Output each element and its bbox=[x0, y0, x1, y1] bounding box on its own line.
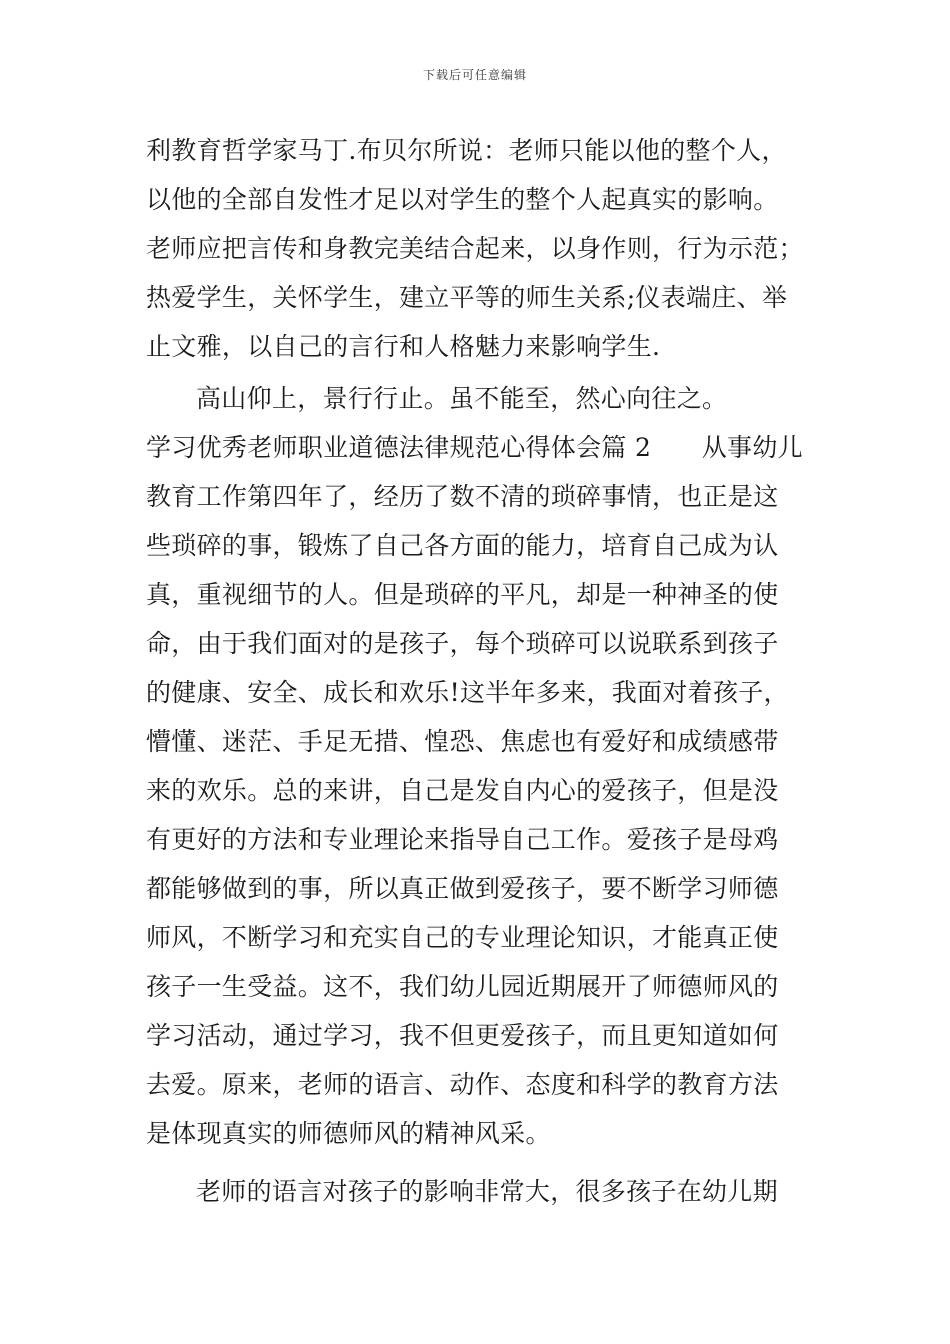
text-line: 懵懂、迷茫、手足无措、惶恐、焦虑也有爱好和成绩感带 bbox=[146, 727, 779, 756]
text-line: 学习活动，通过学习，我不但更爱孩子，而且更知道如何 bbox=[146, 1021, 779, 1050]
text-line-indented: 高山仰上，景行行止。虽不能至，然心向往之。 bbox=[196, 384, 728, 413]
text-line: 些琐碎的事，锻炼了自己各方面的能力，培育自己成为认 bbox=[146, 531, 779, 560]
text-line: 命，由于我们面对的是孩子，每个琐碎可以说联系到孩子 bbox=[146, 629, 779, 658]
text-line: 利教育哲学家马丁.布贝尔所说：老师只能以他的整个人， bbox=[146, 136, 787, 165]
text-line: 教育工作第四年了，经历了数不清的琐碎事情，也正是这 bbox=[146, 482, 779, 511]
text-line: 真，重视细节的人。但是琐碎的平凡，却是一种神圣的使 bbox=[146, 580, 779, 609]
text-line-indented: 老师的语言对孩子的影响非常大，很多孩子在幼儿期 bbox=[196, 1177, 778, 1206]
text-line: 都能够做到的事，所以真正做到爱孩子，要不断学习师德 bbox=[146, 874, 779, 903]
page-header: 下载后可任意编辑 bbox=[422, 68, 527, 82]
text-line: 止文雅，以自己的言行和人格魅力来影响学生. bbox=[146, 332, 661, 361]
text-line: 以他的全部自发性才足以对学生的整个人起真实的影响。 bbox=[146, 185, 779, 214]
text-line: 孩子一生受益。这不，我们幼儿园近期展开了师德师风的 bbox=[146, 972, 779, 1001]
text-line: 老师应把言传和身教完美结合起来，以身作则，行为示范； bbox=[146, 234, 804, 263]
section-heading-line: 学习优秀老师职业道德法律规范心得体会篇 2 从事幼儿 bbox=[146, 433, 803, 462]
document-body bbox=[146, 126, 826, 1216]
text-line: 去爱。原来，老师的语言、动作、态度和科学的教育方法 bbox=[146, 1070, 779, 1099]
text-line: 来的欢乐。总的来讲，自己是发自内心的爱孩子，但是没 bbox=[146, 776, 779, 805]
text-line: 师风，不断学习和充实自己的专业理论知识，才能真正使 bbox=[146, 923, 779, 952]
text-line: 有更好的方法和专业理论来指导自己工作。爱孩子是母鸡 bbox=[146, 825, 779, 854]
text-line: 是体现真实的师德师风的精神风采。 bbox=[146, 1119, 551, 1148]
text-line: 的健康、安全、成长和欢乐!这半年多来，我面对着孩子， bbox=[146, 678, 789, 707]
text-line: 热爱学生，关怀学生，建立平等的师生关系;仪表端庄、举 bbox=[146, 283, 788, 312]
